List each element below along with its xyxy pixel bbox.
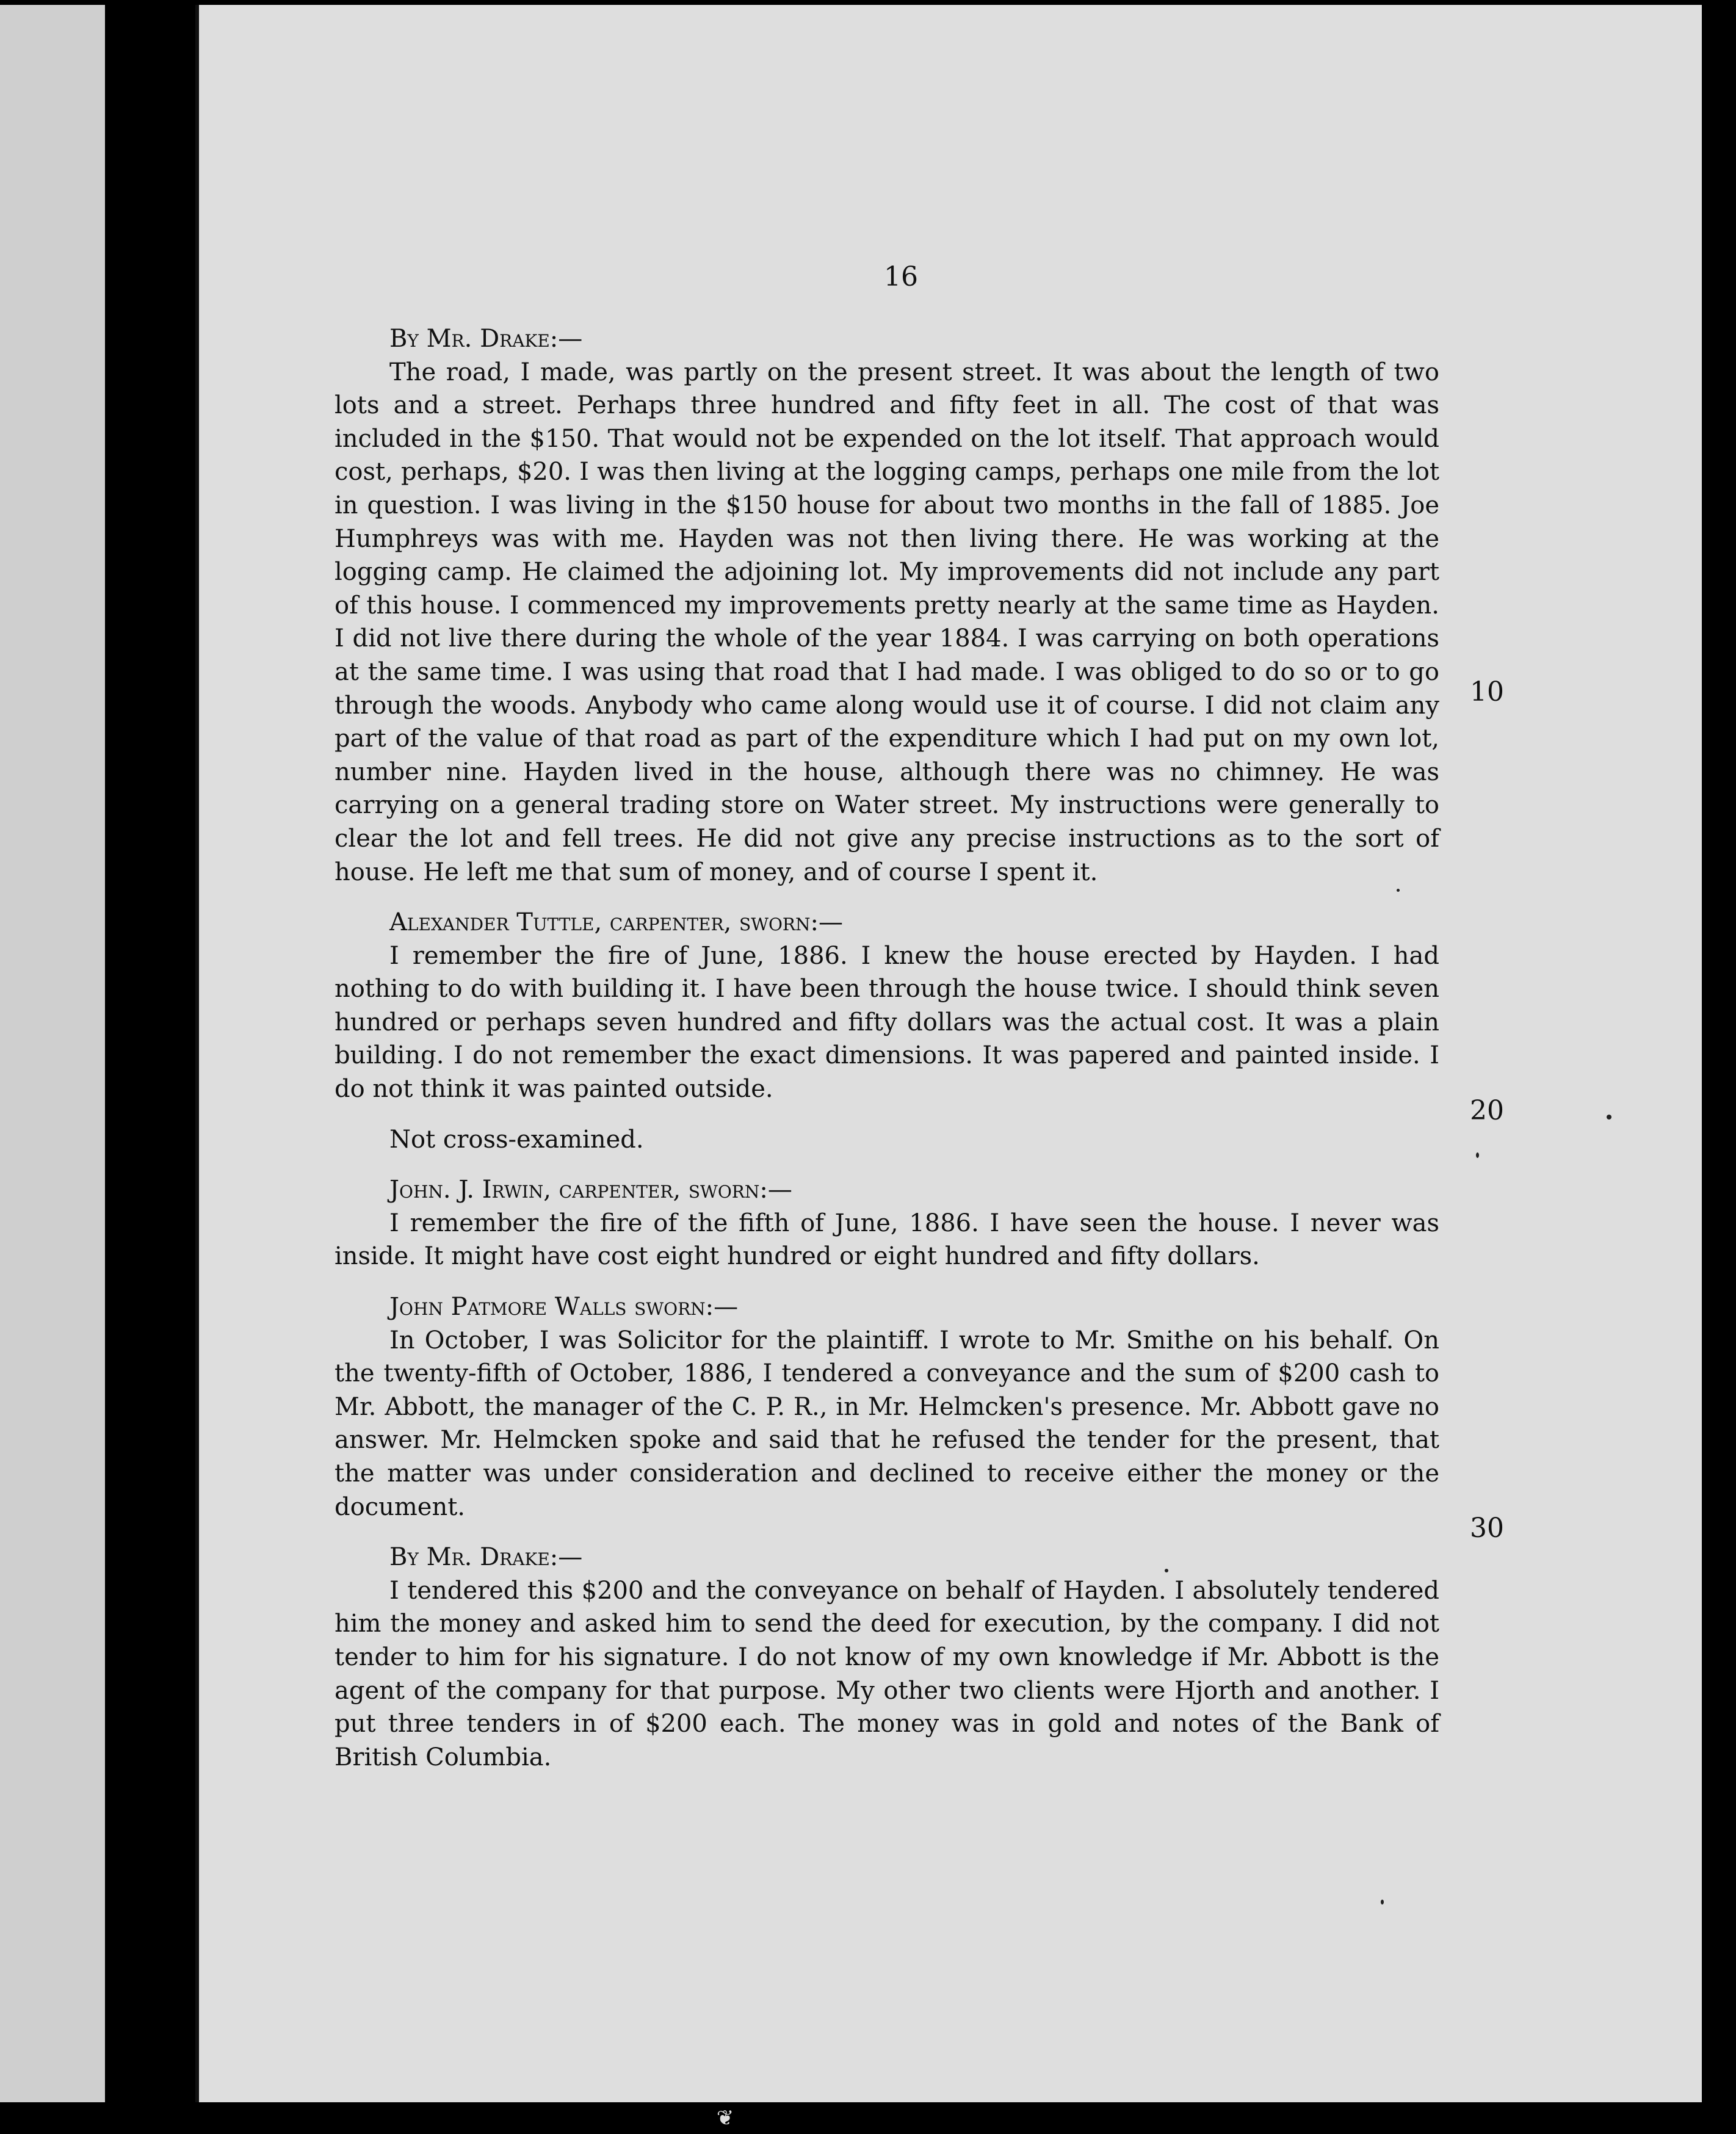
witness-heading: Alexander Tuttle, carpenter, sworn:— xyxy=(389,908,843,937)
speck xyxy=(1476,1152,1479,1158)
witness-heading: John Patmore Walls sworn:— xyxy=(389,1293,739,1322)
note-line: Not cross-examined. xyxy=(389,1125,644,1154)
scan-bottom-edge xyxy=(0,2102,1736,2134)
testimony-paragraph: I remember the fire of the fifth of June, 1886. I have seen the house. I never was inside. It might have cost eight hundred or eight hundred and fifty dollars. xyxy=(335,1209,1439,1271)
line-number: 10 xyxy=(1470,676,1504,707)
examination-heading: By Mr. Drake:— xyxy=(389,325,583,353)
testimony-paragraph: In October, I was Solicitor for the plaintiff. I wrote to Mr. Smithe on his behalf. On the twenty-fifth of October, 1886, I tendered a conveyance and the sum of $200 cash to Mr. Abbott, the manager of the C. P. R., in Mr. Helmcken's presence. Mr. Abbott gave no answer. Mr. Helmcken spoke and said that he refused the tender for the present, that the matter was under consideration and declined to receive either the money or the document. xyxy=(335,1326,1439,1521)
document-page xyxy=(195,5,1702,2102)
speck xyxy=(1607,1115,1611,1119)
testimony-paragraph: The road, I made, was partly on the present street. It was about the length of two lots and a street. Perhaps three hundred and fifty feet in all. The cost of that was included in the $150. That would not be expended on the lot itself. That approach would cost, perhaps, $20. I was then living at the logging camps, perhaps one mile from the lot in question. I was living in the $150 house for about two months in the fall of 1885. Joe Humphreys was with me. Hayden was not then living there. He was working at the logging camp. He claimed the adjoining lot. My improvements did not include any part of this house. I commenced my improvements pretty nearly at the same time as Hayden. I did not live there during the whole of the year 1884. I was carrying on both operations at the same time. I was using that road that I had made. I was obliged to do so or to go through the woods. Anybody who came along would use it of course. I did not claim any part of the value of that road as part of the expenditure which I had put on my own lot, number nine. Hayden lived in the house, although there was no chimney. He was carrying on a general trading store on Water street. My instructions were generally to clear the lot and fell trees. He did not give any precise instructions as to the sort of house. He left me that sum of money, and of course I spent it. xyxy=(335,358,1439,886)
page-number: 16 xyxy=(884,261,918,292)
line-number: 20 xyxy=(1470,1095,1504,1126)
speck xyxy=(1381,1900,1384,1904)
testimony-paragraph: I tendered this $200 and the conveyance on behalf of Hayden. I absolutely tendered him the money and asked him to send the deed for execution, by the company. I did not tender to him for his signature. I do not know of my own knowledge if Mr. Abbott is the agent of the company for that purpose. My other two clients were Hjorth and another. I put three tenders in of $200 each. The money was in gold and notes of the Bank of British Columbia. xyxy=(335,1576,1439,1771)
speck xyxy=(1397,889,1400,892)
page-gutter xyxy=(105,5,197,2102)
witness-heading: John. J. Irwin, carpenter, sworn:— xyxy=(389,1176,792,1204)
printer-ornament-icon: ❦ xyxy=(716,2106,734,2130)
examination-heading: By Mr. Drake:— xyxy=(389,1543,583,1572)
page-body xyxy=(335,322,1439,1774)
testimony-paragraph: I remember the fire of June, 1886. I knew the house erected by Hayden. I had nothing to do with building it. I have been through the house twice. I should think seven hundred or perhaps seven hundred and fifty dollars was the actual cost. It was a plain building. I do not remember the exact dimensions. It was papered and painted inside. I do not think it was painted outside. xyxy=(335,941,1439,1104)
previous-page-edge xyxy=(0,5,105,2102)
line-number: 30 xyxy=(1470,1513,1504,1544)
speck xyxy=(1165,1569,1168,1572)
